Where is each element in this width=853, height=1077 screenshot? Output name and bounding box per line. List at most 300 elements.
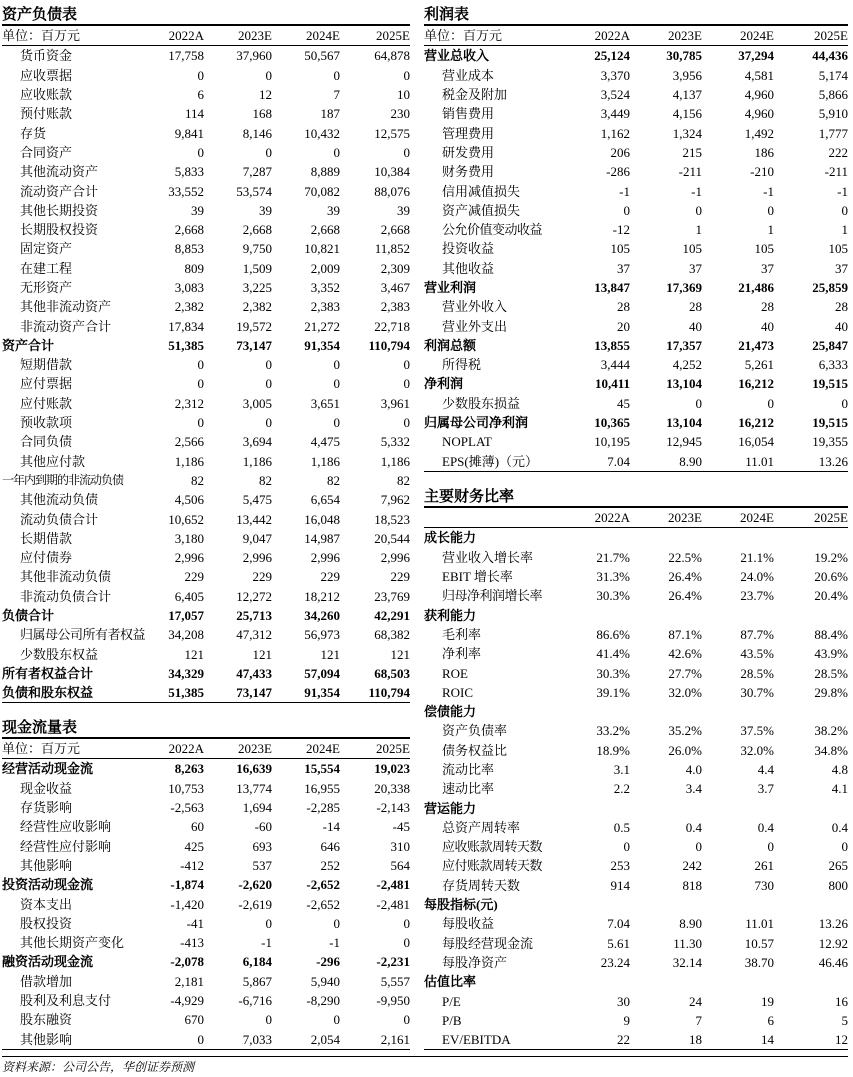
row-label: 股利及利息支付 xyxy=(20,993,112,1008)
value-cell: 4.8 xyxy=(831,762,848,777)
table-row xyxy=(2,1029,410,1049)
value-cell: 4,960 xyxy=(744,87,774,103)
row-label: 经营性应收影响 xyxy=(20,819,112,835)
value-cell: 6 xyxy=(767,1012,774,1028)
table-row xyxy=(424,991,848,1010)
table-row xyxy=(2,952,410,971)
value-cell xyxy=(574,702,630,721)
value-cell: 6 xyxy=(197,87,204,103)
value-cell: 3,524 xyxy=(600,87,630,103)
table-row xyxy=(424,934,848,953)
value-cell: 7.04 xyxy=(574,452,630,472)
value-cell: 2.2 xyxy=(613,781,630,797)
table-row xyxy=(424,625,848,644)
value-cell: 0 xyxy=(197,376,204,392)
value-cell: 0 xyxy=(695,395,702,411)
value-cell: 229 xyxy=(252,569,272,585)
row-label: 每股收益 xyxy=(442,916,495,932)
row-label: 其他影响 xyxy=(20,857,73,873)
value-cell: 0 xyxy=(623,202,630,218)
value-cell: 12,575 xyxy=(374,125,410,141)
year-header: 2023E xyxy=(204,739,272,759)
table-row xyxy=(2,972,410,991)
value-cell: 10 xyxy=(397,87,410,103)
value-cell: 0 xyxy=(197,67,204,83)
value-cell: 30,785 xyxy=(666,48,702,64)
row-label: 税金及附加 xyxy=(442,87,508,103)
value-cell: 4.1 xyxy=(831,781,848,797)
table-row xyxy=(424,914,848,933)
value-cell: 2,309 xyxy=(380,260,410,276)
value-cell: 57,094 xyxy=(304,665,340,681)
row-label: ROE xyxy=(442,665,468,681)
table-row xyxy=(424,760,848,779)
value-cell: 3,961 xyxy=(380,395,410,411)
row-section-label: 投资活动现金流 xyxy=(2,877,94,893)
table-row xyxy=(424,586,848,605)
value-cell: 18 xyxy=(630,1030,702,1050)
value-cell: 0.4 xyxy=(685,819,702,835)
value-cell: 91,354 xyxy=(272,683,340,703)
year-header: 2022A xyxy=(152,739,204,759)
value-cell: 17,357 xyxy=(666,337,702,353)
table-row xyxy=(2,471,410,490)
value-cell: 37,960 xyxy=(236,48,272,64)
value-cell: 121 xyxy=(320,646,340,662)
value-cell: 12,272 xyxy=(236,588,272,604)
row-label: 资本支出 xyxy=(20,896,73,912)
value-cell: 809 xyxy=(184,260,204,276)
row-label: 资产负债率 xyxy=(442,723,508,739)
value-cell: 105 xyxy=(610,241,630,257)
table-row xyxy=(2,856,410,875)
table-row xyxy=(2,587,410,606)
table-row xyxy=(424,432,848,451)
table-row xyxy=(424,259,848,278)
value-cell: 10,652 xyxy=(168,511,204,527)
row-label: 固定资产 xyxy=(20,241,73,257)
value-cell: 3,083 xyxy=(174,280,204,295)
value-cell: 32.0% xyxy=(668,684,702,700)
value-cell: 0.4 xyxy=(831,819,848,835)
value-cell: -1 xyxy=(691,183,702,199)
value-cell: -45 xyxy=(392,819,410,835)
table-row xyxy=(2,239,410,258)
value-cell: 27.7% xyxy=(668,665,702,681)
value-cell: 0 xyxy=(197,415,204,431)
value-cell: 37 xyxy=(617,260,630,276)
value-cell: 564 xyxy=(390,857,410,873)
row-label: EPS(摊薄)（元） xyxy=(424,452,574,472)
value-cell: 32.14 xyxy=(672,954,702,970)
value-cell: 3,651 xyxy=(310,395,340,411)
value-cell: 8,853 xyxy=(174,241,204,257)
table-row xyxy=(2,606,410,625)
value-cell: 14,987 xyxy=(304,530,340,546)
value-cell: 40 xyxy=(835,318,848,334)
year-header: 2022A xyxy=(152,26,204,46)
row-label: 其他影响 xyxy=(2,1029,152,1049)
value-cell: 5,557 xyxy=(380,973,410,989)
value-cell: 5,910 xyxy=(818,106,848,122)
value-cell: 1,324 xyxy=(672,125,702,141)
value-cell: 7,033 xyxy=(204,1029,272,1049)
table-row xyxy=(2,259,410,278)
value-cell: 19,023 xyxy=(374,761,410,777)
table-row xyxy=(2,894,410,913)
value-cell: -1 xyxy=(329,935,340,951)
value-cell: 15,554 xyxy=(304,761,340,777)
value-cell: 4.0 xyxy=(685,762,702,777)
value-cell: 0 xyxy=(841,839,848,855)
value-cell: 60 xyxy=(191,819,204,835)
table-row xyxy=(424,336,848,355)
value-cell: 5,332 xyxy=(380,434,410,450)
value-cell: 0 xyxy=(333,1012,340,1028)
row-label: 信用减值损失 xyxy=(442,183,521,199)
value-cell: 11.01 xyxy=(702,452,774,472)
value-cell xyxy=(574,528,630,548)
value-cell: 28 xyxy=(835,299,848,315)
value-cell: -2,620 xyxy=(238,877,272,893)
value-cell xyxy=(774,798,848,817)
table-row xyxy=(2,201,410,220)
value-cell: -6,716 xyxy=(238,993,272,1008)
table-row xyxy=(424,683,848,702)
table-row xyxy=(2,394,410,413)
value-cell: 5,261 xyxy=(744,357,774,373)
cash-flow-title: 现金流量表 xyxy=(2,717,410,739)
value-cell: -2,481 xyxy=(376,896,410,912)
value-cell: 5,940 xyxy=(310,973,340,989)
value-cell: 0 xyxy=(265,415,272,431)
row-label: 其他非流动负债 xyxy=(20,569,112,585)
value-cell xyxy=(774,972,848,991)
value-cell: 43.5% xyxy=(740,646,774,662)
table-header-row xyxy=(424,508,848,528)
value-cell: 818 xyxy=(682,877,702,893)
row-label: 非流动负债合计 xyxy=(20,588,112,604)
value-cell: -2,652 xyxy=(306,877,340,893)
value-cell: 10.57 xyxy=(744,935,774,951)
row-section-label: 利润总额 xyxy=(424,337,477,353)
value-cell: 30.3% xyxy=(596,665,630,681)
value-cell: 0 xyxy=(623,839,630,855)
table-row xyxy=(424,837,848,856)
value-cell: 37 xyxy=(761,260,774,276)
value-cell: 25,859 xyxy=(812,280,848,295)
row-section-label: 估值比率 xyxy=(424,974,477,990)
value-cell: 47,433 xyxy=(236,665,272,681)
row-label: 所得税 xyxy=(442,357,482,373)
row-label: EBIT 增长率 xyxy=(442,569,513,585)
value-cell: 5,174 xyxy=(818,67,848,83)
value-cell: 2,668 xyxy=(310,222,340,238)
value-cell: 7 xyxy=(333,87,340,103)
table-row xyxy=(424,374,848,393)
value-cell xyxy=(630,605,702,624)
row-section-label: 每股指标(元) xyxy=(424,897,498,913)
value-cell: -1 xyxy=(763,183,774,199)
table-row xyxy=(424,644,848,663)
row-label: P/B xyxy=(442,1012,462,1028)
balance-sheet-panel xyxy=(2,4,410,703)
row-label: 流动负债合计 xyxy=(20,511,99,527)
value-cell xyxy=(574,972,630,991)
value-cell: -9,950 xyxy=(376,993,410,1008)
table-row xyxy=(424,972,848,991)
row-label: 非流动资产合计 xyxy=(20,318,112,334)
value-cell: 4.4 xyxy=(757,762,774,777)
value-cell: -413 xyxy=(180,935,204,951)
value-cell: 30.7% xyxy=(740,684,774,700)
year-header: 2025E xyxy=(340,26,410,46)
table-row xyxy=(2,817,410,836)
row-label: 营业外收入 xyxy=(442,299,508,315)
value-cell: 1,777 xyxy=(818,125,848,141)
value-cell: -8,290 xyxy=(306,993,340,1008)
table-row xyxy=(424,46,848,66)
value-cell: -1,874 xyxy=(170,877,204,893)
value-cell: 23.24 xyxy=(600,954,630,970)
row-label: 股东融资 xyxy=(20,1012,73,1028)
table-row xyxy=(424,452,848,472)
table-row xyxy=(2,452,410,471)
source-note: 资料来源：公司公告，华创证券预测 xyxy=(2,1056,848,1076)
value-cell: 0 xyxy=(265,376,272,392)
row-section-label: 营业总收入 xyxy=(424,48,490,64)
table-row xyxy=(2,297,410,316)
value-cell: 24 xyxy=(689,993,702,1009)
row-label: 其他长期投资 xyxy=(20,202,99,218)
value-cell: 82 xyxy=(191,472,204,488)
value-cell xyxy=(702,798,774,817)
row-label: 其他收益 xyxy=(442,260,495,276)
table-row xyxy=(424,201,848,220)
income-statement-table xyxy=(424,26,848,472)
value-cell: -1,420 xyxy=(170,896,204,912)
value-cell: 2,161 xyxy=(340,1029,410,1049)
table-row xyxy=(424,66,848,85)
row-label: 应付账款周转天数 xyxy=(442,858,543,874)
row-label: 应收账款 xyxy=(20,87,73,103)
table-row xyxy=(424,779,848,798)
table-row xyxy=(2,374,410,393)
value-cell: 16,955 xyxy=(304,780,340,796)
value-cell: 50,567 xyxy=(304,48,340,64)
row-label: 债务权益比 xyxy=(442,742,508,758)
row-label: 一年内到期的非流动负债 xyxy=(2,472,124,487)
value-cell: 28 xyxy=(761,299,774,315)
value-cell: 730 xyxy=(754,877,774,893)
value-cell: 18.9% xyxy=(596,742,630,758)
value-cell: 0 xyxy=(333,376,340,392)
value-cell: 40 xyxy=(689,318,702,334)
value-cell: 16,639 xyxy=(236,761,272,777)
value-cell: 28 xyxy=(689,299,702,315)
table-row xyxy=(424,181,848,200)
value-cell: 23.7% xyxy=(740,588,774,604)
value-cell: 114 xyxy=(184,106,204,122)
value-cell: 2,668 xyxy=(242,222,272,238)
value-cell: 0 xyxy=(333,915,340,931)
table-header-row xyxy=(424,26,848,46)
value-cell: 17,758 xyxy=(168,48,204,64)
value-cell: 88.4% xyxy=(814,626,848,642)
value-cell: 0 xyxy=(333,144,340,160)
value-cell: 0 xyxy=(841,395,848,411)
value-cell: 4,252 xyxy=(672,357,702,373)
value-cell: 30.3% xyxy=(596,588,630,604)
row-label: 营业成本 xyxy=(442,67,495,83)
row-section-label: 负债和股东权益 xyxy=(2,683,152,703)
value-cell: 43.9% xyxy=(814,646,848,662)
value-cell: -60 xyxy=(254,819,272,835)
value-cell: 18,523 xyxy=(374,511,410,527)
value-cell: 2,312 xyxy=(174,395,204,411)
value-cell: 4,581 xyxy=(744,67,774,83)
value-cell: 4,156 xyxy=(672,106,702,122)
value-cell: 6,184 xyxy=(242,954,272,970)
table-row xyxy=(424,702,848,721)
value-cell: -211 xyxy=(678,164,702,180)
row-label: 货币资金 xyxy=(20,48,73,64)
value-cell: 37 xyxy=(835,260,848,276)
table-row xyxy=(424,143,848,162)
table-row xyxy=(2,836,410,855)
year-header: 2025E xyxy=(774,26,848,46)
value-cell xyxy=(774,895,848,914)
row-label: EV/EBITDA xyxy=(424,1030,574,1050)
value-cell: 28 xyxy=(617,299,630,315)
row-label: 投资收益 xyxy=(442,241,495,257)
row-label: 其他流动资产 xyxy=(20,164,99,180)
table-row xyxy=(424,104,848,123)
value-cell: 6,654 xyxy=(310,492,340,508)
year-header: 2025E xyxy=(340,739,410,759)
value-cell: 5.61 xyxy=(607,935,630,951)
value-cell: 10,411 xyxy=(594,376,630,392)
value-cell: 0 xyxy=(767,395,774,411)
value-cell: 800 xyxy=(828,877,848,893)
value-cell: 17,834 xyxy=(168,318,204,334)
value-cell: 0 xyxy=(403,935,410,951)
table-row xyxy=(2,432,410,451)
row-label: 存货周转天数 xyxy=(442,877,521,893)
value-cell: 39 xyxy=(327,202,340,218)
financial-ratios-panel xyxy=(424,486,848,1050)
table-row xyxy=(424,605,848,624)
value-cell xyxy=(774,702,848,721)
value-cell: 26.0% xyxy=(668,742,702,758)
value-cell: 0 xyxy=(403,376,410,392)
value-cell: 121 xyxy=(252,646,272,662)
value-cell: 51,385 xyxy=(168,337,204,353)
value-cell xyxy=(774,605,848,624)
year-header: 2024E xyxy=(702,508,774,528)
value-cell: 1,509 xyxy=(242,260,272,276)
row-label: 预收款项 xyxy=(20,415,73,431)
value-cell: 56,973 xyxy=(304,627,340,643)
value-cell xyxy=(702,528,774,548)
value-cell: 41.4% xyxy=(596,646,630,662)
table-row xyxy=(2,779,410,798)
table-row xyxy=(2,181,410,200)
row-section-label: 归属母公司净利润 xyxy=(424,415,529,431)
value-cell: 1 xyxy=(841,222,848,238)
value-cell: 46.46 xyxy=(818,954,848,970)
value-cell: 22,718 xyxy=(374,318,410,334)
table-row xyxy=(2,336,410,355)
income-statement-title: 利润表 xyxy=(424,4,848,26)
value-cell: 19,515 xyxy=(812,376,848,392)
value-cell: 21,473 xyxy=(738,337,774,353)
value-cell: 206 xyxy=(610,144,630,160)
value-cell: 42,291 xyxy=(374,608,410,624)
value-cell: -2,078 xyxy=(170,954,204,970)
value-cell: 8,263 xyxy=(174,761,204,777)
value-cell: 1 xyxy=(695,222,702,238)
balance-sheet-table xyxy=(2,26,410,703)
table-row xyxy=(2,664,410,683)
year-header: 2023E xyxy=(630,508,702,528)
value-cell: 110,794 xyxy=(368,337,410,353)
value-cell: 0 xyxy=(403,357,410,373)
value-cell: 1,186 xyxy=(242,453,272,469)
value-cell: 914 xyxy=(610,877,630,893)
value-cell: 7 xyxy=(695,1012,702,1028)
value-cell: 0 xyxy=(265,1012,272,1028)
value-cell: 2,054 xyxy=(272,1029,340,1049)
row-label: 每股经营现金流 xyxy=(442,935,534,951)
table-row xyxy=(424,220,848,239)
value-cell: 310 xyxy=(390,838,410,854)
value-cell: 2,181 xyxy=(174,973,204,989)
value-cell: 7,287 xyxy=(242,164,272,180)
value-cell: -2,619 xyxy=(238,896,272,912)
value-cell: 39 xyxy=(191,202,204,218)
value-cell: 38.2% xyxy=(814,723,848,739)
value-cell: 88,076 xyxy=(374,183,410,199)
row-section-label: 负债合计 xyxy=(2,608,55,624)
value-cell: 3,467 xyxy=(380,280,410,295)
table-row xyxy=(424,953,848,972)
value-cell: 186 xyxy=(754,144,774,160)
row-label: 公允价值变动收益 xyxy=(442,222,543,238)
value-cell: 40 xyxy=(761,318,774,334)
row-label: 长期借款 xyxy=(20,530,73,546)
value-cell: 261 xyxy=(754,858,774,874)
table-row xyxy=(424,162,848,181)
row-label: 归母净利润增长率 xyxy=(442,588,543,604)
table-row xyxy=(2,1010,410,1029)
value-cell: -2,231 xyxy=(376,954,410,970)
table-row xyxy=(2,46,410,66)
value-cell: 11,852 xyxy=(374,241,410,257)
value-cell: 3.4 xyxy=(685,781,702,797)
row-label: 其他长期资产变化 xyxy=(20,935,125,951)
row-label: 现金收益 xyxy=(20,780,73,796)
row-label: 在建工程 xyxy=(20,260,73,276)
value-cell: 0 xyxy=(403,1012,410,1028)
value-cell: 0 xyxy=(695,839,702,855)
value-cell: 121 xyxy=(184,646,204,662)
row-label: 合同负债 xyxy=(20,434,73,450)
value-cell: 2,996 xyxy=(310,550,340,566)
value-cell: 253 xyxy=(610,858,630,874)
value-cell: 1,186 xyxy=(380,453,410,469)
value-cell: 3,694 xyxy=(242,434,272,450)
